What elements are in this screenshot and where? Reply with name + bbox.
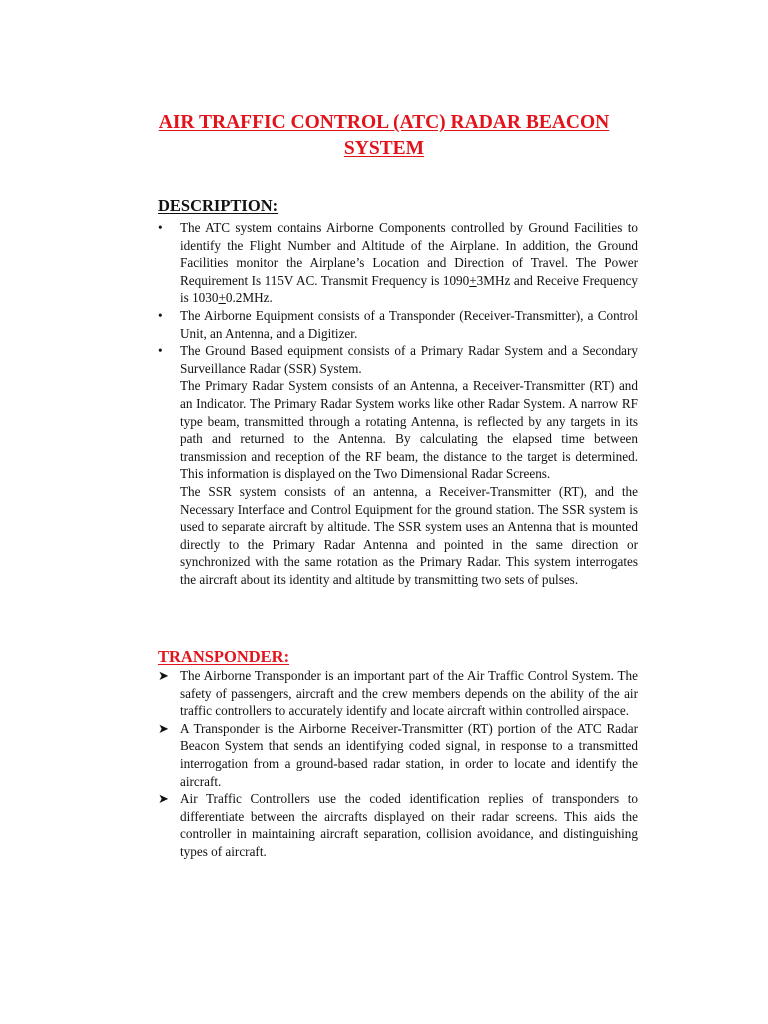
description-item-1-text-a: The ATC system contains Airborne Components controlled by Ground Facilities to identify the Flight Number and Altitude of the Airplane. In addition, the Ground Facilities monitor the Airplane’s Location and Direction of Travel. The Power Requirement Is 115V AC. Transmit Frequency is 1090 bbox=[180, 220, 638, 288]
description-item-3 bbox=[158, 342, 638, 588]
transponder-list bbox=[158, 667, 638, 861]
transponder-item-3-text: Air Traffic Controllers use the coded identification replies of transponders to differentiate between the aircrafts displayed on their radar screens. This aids the controller in maintaining aircraft separation, collision avoidance, and distinguishing types of aircraft. bbox=[180, 791, 638, 859]
transponder-item-1 bbox=[158, 667, 638, 720]
plus-minus-sign: + bbox=[218, 290, 226, 306]
bullet-icon: • bbox=[158, 343, 163, 359]
document-title bbox=[0, 110, 768, 162]
transponder-item-3 bbox=[158, 790, 638, 860]
description-list bbox=[158, 219, 638, 588]
description-item-2 bbox=[158, 307, 638, 342]
title-line-1: AIR TRAFFIC CONTROL (ATC) RADAR BEACON bbox=[158, 112, 610, 133]
transponder-item-2-text: A Transponder is the Airborne Receiver-Transmitter (RT) portion of the ATC Radar Beacon System that sends an identifying coded signal, in response to a transmitted interrogation from a ground-based radar station, in order to locate and identify the aircraft. bbox=[180, 720, 638, 789]
bullet-icon: • bbox=[158, 307, 163, 323]
description-item-1 bbox=[158, 219, 638, 307]
description-item-1-text-c: 0.2MHz. bbox=[225, 290, 273, 306]
transponder-item-1-text: The Airborne Transponder is an important part of the Air Traffic Control System. The safety of passengers, aircraft and the crew members depends on the ability of the air traffic controllers to accurately identify and locate aircraft within controlled airspace. bbox=[180, 668, 638, 719]
description-heading: DESCRIPTION: bbox=[158, 196, 279, 215]
primary-radar-paragraph: The Primary Radar System consists of an Antenna, a Receiver-Transmitter (RT) and an Indicator. The Primary Radar System works like other Radar System. A narrow RF type beam, transmitted through a rotating Antenna, is reflected by any targets in its path and returned to the Antenna. By calculating the elapsed time between transmission and reception of the RF beam, the distance to the target is determined. This information is displayed on the Two Dimensional Radar Screens. bbox=[180, 378, 638, 482]
bullet-icon: • bbox=[158, 220, 163, 235]
transponder-heading: TRANSPONDER: bbox=[158, 647, 290, 666]
arrow-bullet-icon: ➤ bbox=[158, 668, 170, 683]
description-item-1-text-b: 3MHz and Receive Frequency is 1030 bbox=[180, 272, 638, 306]
ssr-paragraph: The SSR system consists of an antenna, a Receiver-Transmitter (RT), and the Necessary Interface and Control Equipment for the ground station. The SSR system is used to separate aircraft by altitude. The SSR system uses an Antenna that is mounted directly to the Primary Radar Antenna and pointed in the same direction or synchronized with the same rotation as the Primary Radar. This system interrogates the aircraft about its identity and altitude by transmitting two sets of pulses. bbox=[180, 483, 638, 587]
transponder-item-2 bbox=[158, 720, 638, 790]
description-item-3-text: The Ground Based equipment consists of a Primary Radar System and a Secondary Surveillance Radar (SSR) System. bbox=[180, 343, 638, 376]
plus-minus-sign: + bbox=[469, 272, 477, 288]
title-line-2: SYSTEM bbox=[343, 138, 425, 159]
arrow-bullet-icon: ➤ bbox=[158, 720, 170, 736]
arrow-bullet-icon: ➤ bbox=[158, 791, 170, 807]
description-item-2-text: The Airborne Equipment consists of a Transponder (Receiver-Transmitter), a Control Unit, an Antenna, and a Digitizer. bbox=[180, 307, 638, 341]
